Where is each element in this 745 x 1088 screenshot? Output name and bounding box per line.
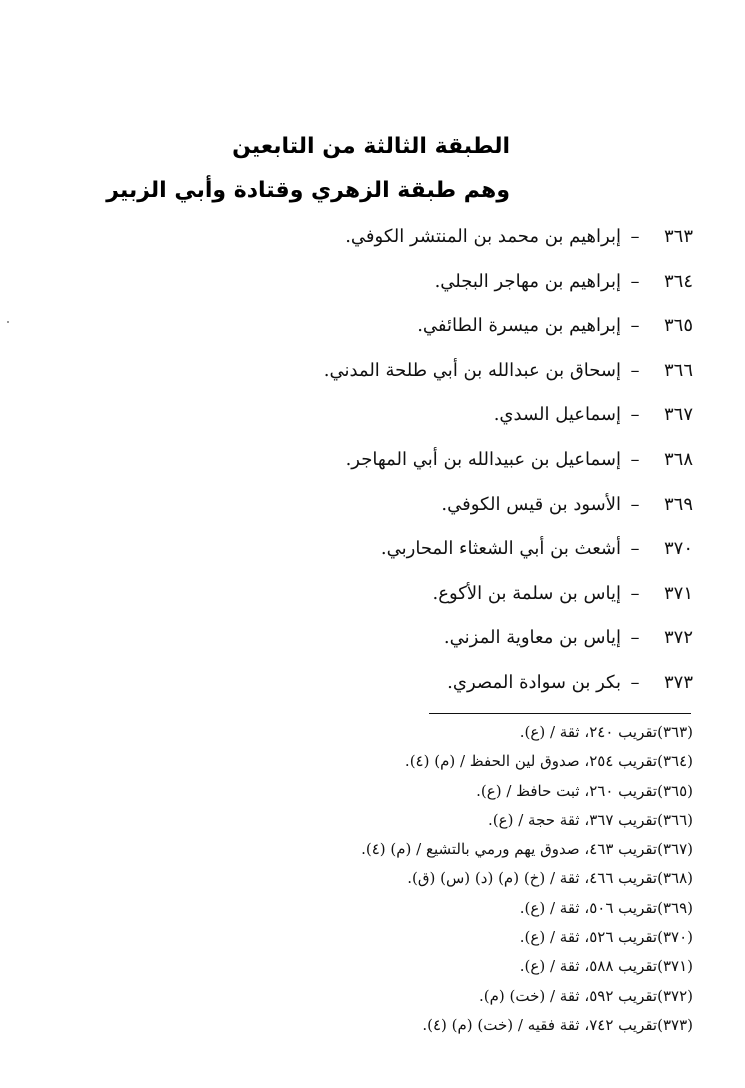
scan-speck [7,321,9,323]
entry-number: ٣٦٩ [663,493,693,515]
entry-number: ٣٧٢ [663,627,693,649]
entry-number: ٣٦٧ [663,404,693,426]
entry-number: ٣٧٠ [663,538,693,560]
footnote: (٣٧٣)تقريب ٧٤٢، ثقة فقيه / (خت) (م) (٤). [422,1015,693,1034]
entry-dash: – [630,448,640,470]
section-subtitle: وهم طبقة الزهري وقتادة وأبي الزبير [106,178,510,203]
entry-dash: – [630,582,640,604]
entry-dash: – [630,404,640,426]
list-item [233,534,693,579]
list-item [233,445,693,490]
list-item [233,356,693,401]
entry-dash: – [630,671,640,693]
entry-dash: – [630,359,640,381]
entry-name: إبراهيم بن مهاجر البجلي. [434,270,621,292]
entry-dash: – [630,315,640,337]
list-item [233,400,693,445]
entry-name: إياس بن سلمة بن الأكوع. [432,582,621,604]
narrator-list [233,222,693,713]
entry-dash: – [630,493,640,515]
entry-number: ٣٦٥ [663,315,693,337]
entry-dash: – [630,270,640,292]
list-item [233,668,693,713]
footnote: (٣٧٢)تقريب ٥٩٢، ثقة / (خت) (م). [478,986,693,1005]
list-item [233,490,693,535]
list-item [233,311,693,356]
section-title: الطبقة الثالثة من التابعين [232,134,510,159]
footnote: (٣٦٩)تقريب ٥٠٦، ثقة / (ع). [519,898,693,917]
entry-name: الأسود بن قيس الكوفي. [441,493,621,515]
list-item [233,267,693,312]
entry-name: بكر بن سوادة المصري. [447,671,621,693]
entry-name: أشعث بن أبي الشعثاء المحاربي. [380,538,621,560]
entry-number: ٣٧٣ [663,671,693,693]
entry-name: إسماعيل السدي. [493,404,621,426]
entry-dash: – [630,226,640,247]
entry-number: ٣٧١ [663,582,693,604]
entry-name: إبراهيم بن محمد بن المنتشر الكوفي. [345,226,621,247]
list-item [233,623,693,668]
entry-name: إسحاق بن عبدالله بن أبي طلحة المدني. [323,359,621,381]
entry-name: إياس بن معاوية المزني. [443,627,621,649]
footnote: (٣٦٤)تقريب ٢٥٤، صدوق لين الحفظ / (م) (٤). [404,752,693,771]
footnotes [273,720,693,1042]
list-item [233,579,693,624]
entry-dash: – [630,538,640,560]
footnote-divider [429,713,691,714]
entry-name: إبراهيم بن ميسرة الطائفي. [417,315,621,337]
footnote: (٣٦٣)تقريب ٢٤٠، ثقة / (ع). [519,723,693,741]
entry-number: ٣٦٨ [663,448,693,470]
footnote: (٣٦٨)تقريب ٤٦٦، ثقة / (خ) (م) (د) (س) (ق). [407,869,693,888]
entry-number: ٣٦٤ [663,270,693,292]
entry-dash: – [630,627,640,649]
footnote: (٣٧٠)تقريب ٥٢٦، ثقة / (ع). [519,928,693,947]
list-item [233,222,693,267]
footnote: (٣٦٧)تقريب ٤٦٣، صدوق يهم ورمي بالتشيع / (م) (٤). [361,840,693,859]
footnote: (٣٦٥)تقريب ٢٦٠، ثبت حافظ / (ع). [476,781,693,800]
entry-number: ٣٦٦ [663,359,693,381]
footnote: (٣٦٦)تقريب ٣٦٧، ثقة حجة / (ع). [488,810,693,829]
footnote: (٣٧١)تقريب ٥٨٨، ثقة / (ع). [519,957,693,976]
entry-name: إسماعيل بن عبيدالله بن أبي المهاجر. [345,448,621,470]
entry-number: ٣٦٣ [663,226,693,247]
